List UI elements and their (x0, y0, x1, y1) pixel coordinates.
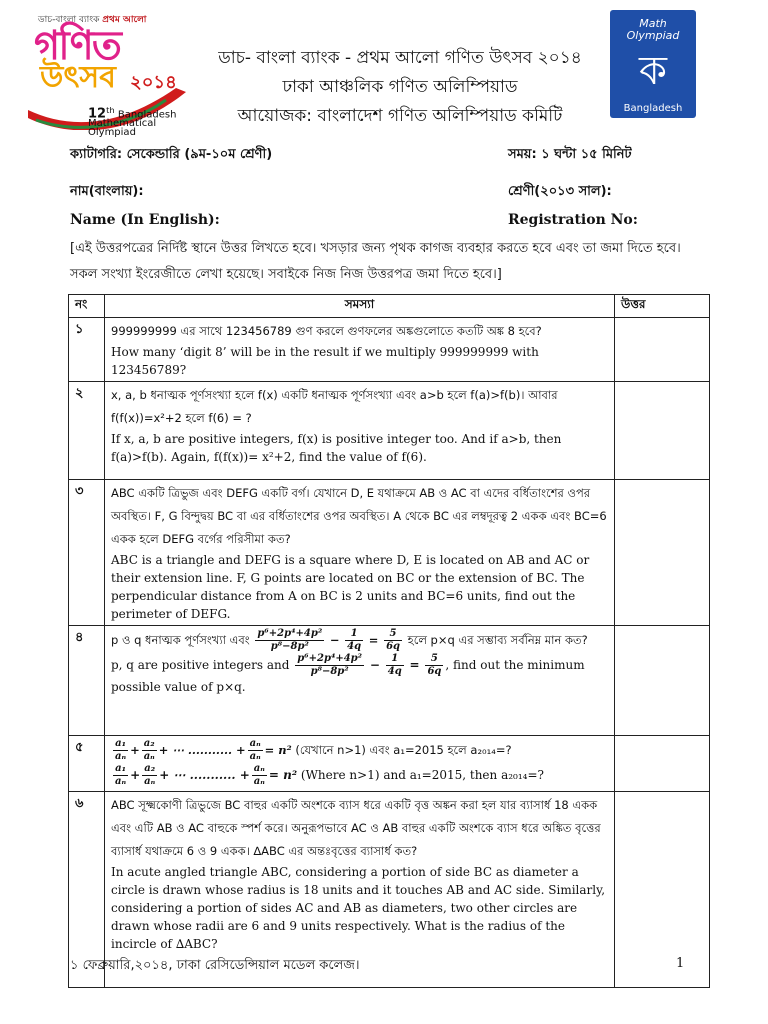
question-number: ১ (69, 318, 105, 382)
question-cell (105, 736, 615, 792)
name-bn-field-label: নাম(বাংলায়): (70, 184, 144, 199)
question-text-en: ABC is a triangle and DEFG is a square where D, E is located on AB and AC or their extension line. F, G points are located on BC or the extension of BC. The perpendicular distance from A on BC is 2 units and BC=6 units, find out the perimeter of DEFG. (111, 553, 590, 621)
logo-mark-glyph: ক (639, 48, 667, 94)
logo-right-text: Math Olympiad (626, 17, 680, 42)
question-number: ৩ (69, 480, 105, 626)
logo-right-country: Bangladesh (623, 103, 683, 114)
category-label: ক্যাটাগরি: সেকেন্ডারি (৯ম-১০ম শ্রেণী) (70, 147, 273, 162)
answer-cell[interactable] (615, 736, 710, 792)
logo-gonit-text: গণিত (34, 23, 120, 69)
question-text-en: In acute angled triangle ABC, considering a portion of side BC as diameter a circle is drawn whose radius is 18 units and it touches AB and AC side. Similarly, considering a portion of sides AC and AB as diameters, two other circles are drawn whose radii are 6 and 9 units respectively. What is the radius of the incircle of ∆ABC? (111, 865, 606, 951)
header-problem: সমস্যা (105, 295, 615, 318)
time-label: সময়: ১ ঘন্টা ১৫ মিনিট (508, 147, 632, 162)
fraction-one-over-4q: $\frac{1}{4q}$ (347, 628, 362, 652)
fraction-five-over-6q: $\frac{5}{6q}$ (386, 628, 401, 652)
question-number: ৪ (69, 626, 105, 736)
question-text-bn: ABC একটি ত্রিভুজ এবং DEFG একটি বর্গ। যেখানে D, E যথাক্রমে AB ও AC বা এদের বর্ধিতাংশের ওপর অবস্থিত। F, G বিন্দুদ্বয় BC বা এর বর্ধিতাংশের ওপর অবস্থিত। A থেকে BC এর লম্বদূরত্ব 2 একক এবং BC=6 একক হলে DEFG বর্গের পরিসীমা কত? (111, 486, 607, 546)
class-field-label: শ্রেণী(২০১৩ সাল): (508, 184, 612, 199)
logo-right-mark-graphic (610, 42, 696, 94)
question-cell (105, 480, 615, 626)
answer-cell[interactable] (615, 792, 710, 988)
question-cell (105, 382, 615, 480)
header-answer: উত্তর (615, 295, 710, 318)
logo-sponsor-line: ডাচ-বাংলা ব্যাংক প্রথম আলো (38, 15, 147, 25)
question-text-bn: $\frac{\text{a₁}}{\text{aₙ}}$ + $\frac{\text{a₂}}{\text{aₙ}}$ + ⋯ ........... + $\frac{\text{aₙ}}{\text{aₙ}}$ = n² (যেখানে n>1) এবং a₁=2015 হলে a₂₀₁₄=? (115, 738, 512, 762)
table-row (69, 318, 710, 382)
answer-cell[interactable] (615, 318, 710, 382)
fraction-p-expr: $\frac{\text{p⁶+2p⁴+4p²}}{\text{p⁸−8p²}}$ (257, 628, 323, 652)
question-text-en: $\frac{\text{a₁}}{\text{aₙ}}$ + $\frac{\text{a₂}}{\text{aₙ}}$ + ⋯ ........... + $\frac{\text{aₙ}}{\text{aₙ}}$ = n² (Where n>1) and a₁=2015, then a₂₀₁₄=? (115, 763, 544, 787)
question-number: ২ (69, 382, 105, 480)
exam-title (200, 44, 600, 131)
question-text-en: If x, a, b are positive integers, f(x) is positive integer too. And if a>b, then f(a)>f(b). Again, f(f(x))= x²+2, find the value of f(6). (111, 432, 562, 464)
instructions-text: [এই উত্তরপত্রের নির্দিষ্ট স্থানে উত্তর লিখতে হবে। খসড়ার জন্য পৃথক কাগজ ব্যবহার করতে হবে এবং তা জমা দিতে হবে। সকল সংখ্যা ইংরেজীতে লেখা হয়েছে। সবাইকে নিজ নিজ উত্তরপত্র জমা দিতে হবে।] (70, 241, 681, 282)
table-header-row (69, 295, 710, 318)
question-number: ৫ (69, 736, 105, 792)
questions-table (68, 294, 710, 988)
answer-cell[interactable] (615, 626, 710, 736)
question-text-bn: 999999999 এর সাথে 123456789 গুণ করলে গুণফলের অঙ্কগুলোতে কতটি অঙ্ক 8 হবে? (111, 324, 542, 338)
logo-utsob-text: উৎসব (40, 60, 116, 95)
answer-cell[interactable] (615, 480, 710, 626)
header-no: নং (69, 295, 105, 318)
title-line-1: ডাচ- বাংলা ব্যাংক - প্রথম আলো গণিত উৎসব ২০১৪ (218, 48, 582, 68)
registration-field-label: Registration No: (508, 212, 638, 228)
festival-logo (26, 10, 196, 139)
logo-edition: 12th Bangladesh Mathematical Olympiad (88, 105, 177, 139)
table-row (69, 382, 710, 480)
math-olympiad-logo (610, 10, 696, 118)
footer-date-venue: ১ ফেব্রুয়ারি,২০১৪, ঢাকা রেসিডেন্সিয়াল মডেল কলেজ। (70, 958, 360, 973)
title-line-2: ঢাকা আঞ্চলিক গণিত অলিম্পিয়াড (282, 77, 518, 97)
question-text-bn: ABC সূক্ষ্মকোণী ত্রিভুজে BC বাহুর একটি অংশকে ব্যাস ধরে একটি বৃত্ত অঙ্কন করা হল যার ব্যাসার্ধ 18 একক এবং এটি AB ও AC বাহুকে স্পর্শ করে। অনুরূপভাবে AC ও AB বাহুর একটি অংশকে ব্যাস ধরে অঙ্কিত বৃত্তের ব্যাসার্ধ যথাক্রমে 6 ও 9 একক। ∆ABC এর অন্তঃবৃত্তের ব্যাসার্ধ কত? (111, 798, 601, 858)
question-number: ৬ (69, 792, 105, 988)
title-line-3: আয়োজক: বাংলাদেশ গণিত অলিম্পিয়াড কমিটি (237, 106, 563, 126)
logo-year-text: ২০১৪ (130, 72, 177, 93)
answer-cell[interactable] (615, 382, 710, 480)
question-text-en: p, q are positive integers and $\frac{\text{p⁶+2p⁴+4p²}}{\text{p⁸−8p²}}$ − $\frac{1}{4q}$ = $\frac{5}{6q}$ , find out the minimum possible value of p×q. (111, 653, 585, 694)
table-row (69, 626, 710, 736)
table-row (69, 480, 710, 626)
table-row (69, 736, 710, 792)
name-en-field-label: Name (In English): (70, 212, 220, 228)
question-text-bn: x, a, b ধনাত্মক পূর্ণসংখ্যা হলে f(x) একটি ধনাত্মক পূর্ণসংখ্যা এবং a>b হলে f(a)>f(b)। আবার f(f(x))=x²+2 হলে f(6) = ? (111, 388, 558, 425)
page-number: 1 (676, 956, 685, 971)
question-text-bn: p ও q ধনাত্মক পূর্ণসংখ্যা এবং $\frac{\text{p⁶+2p⁴+4p²}}{\text{p⁸−8p²}}$ − $\frac{1}{4q}$ = $\frac{5}{6q}$ হলে p×q এর সম্ভাব্য সর্বনিম্ন মান কত? (111, 628, 588, 652)
question-cell (105, 626, 615, 736)
question-text-en: How many ‘digit 8’ will be in the result if we multiply 999999999 with 123456789? (111, 345, 539, 377)
question-cell (105, 318, 615, 382)
